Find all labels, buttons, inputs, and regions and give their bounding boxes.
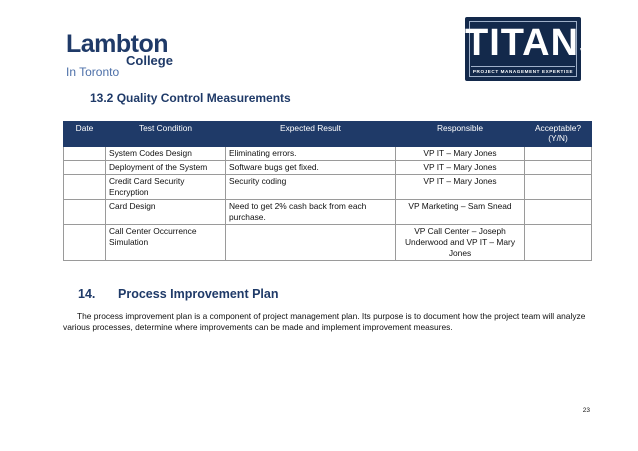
section-14-paragraph: The process improvement plan is a component of project management plan. Its purpose is to document how the project team will analyze various processes, determine where improvements can be made and implement improvement measures. — [63, 311, 586, 332]
quality-control-table — [63, 121, 592, 261]
cell-test-condition: Credit Card Security Encryption — [106, 175, 226, 200]
logo-word-lambton: Lambton — [66, 30, 169, 58]
cell-expected-result: Need to get 2% cash back from each purchase. — [226, 200, 396, 225]
table-row — [64, 200, 592, 225]
column-header-test-condition: Test Condition — [106, 122, 226, 147]
table-row — [64, 161, 592, 175]
column-header-acceptable: Acceptable? (Y/N) — [525, 122, 592, 147]
column-header-date: Date — [64, 122, 106, 147]
titans-logo-word: TITANS — [465, 22, 606, 64]
cell-test-condition: Call Center Occurrence Simulation — [106, 225, 226, 261]
cell-test-condition: Deployment of the System — [106, 161, 226, 175]
cell-test-condition: System Codes Design — [106, 147, 226, 161]
logo-word-in-toronto: In Toronto — [66, 65, 120, 79]
cell-date — [64, 225, 106, 261]
cell-responsible: VP IT – Mary Jones — [396, 175, 525, 200]
titans-logo-tagline: PROJECT MANAGEMENT EXPERTISE — [471, 66, 575, 74]
cell-test-condition: Card Design — [106, 200, 226, 225]
section-13-2-title: 13.2 Quality Control Measurements — [90, 91, 291, 105]
cell-acceptable — [525, 161, 592, 175]
page-number: 23 — [582, 407, 590, 414]
cell-date — [64, 175, 106, 200]
column-header-responsible: Responsible — [396, 122, 525, 147]
cell-date — [64, 161, 106, 175]
cell-acceptable — [525, 175, 592, 200]
titans-logo — [465, 17, 606, 81]
cell-responsible: VP Marketing – Sam Snead — [396, 200, 525, 225]
cell-date — [64, 147, 106, 161]
section-14-heading — [78, 287, 278, 301]
table-row — [64, 175, 592, 200]
cell-expected-result: Eliminating errors. — [226, 147, 396, 161]
section-14-title: Process Improvement Plan — [118, 287, 279, 301]
cell-acceptable — [525, 200, 592, 225]
cell-expected-result: Software bugs get fixed. — [226, 161, 396, 175]
cell-responsible: VP IT – Mary Jones — [396, 161, 525, 175]
cell-responsible: VP IT – Mary Jones — [396, 147, 525, 161]
cell-acceptable — [525, 147, 592, 161]
cell-expected-result: Security coding — [226, 175, 396, 200]
cell-responsible: VP Call Center – Joseph Underwood and VP IT – Mary Jones — [396, 225, 525, 261]
cell-date — [64, 200, 106, 225]
table-row — [64, 225, 592, 261]
logo-word-college: College — [126, 53, 173, 68]
cell-acceptable — [525, 225, 592, 261]
cell-expected-result — [226, 225, 396, 261]
column-header-expected-result: Expected Result — [226, 122, 396, 147]
table-row — [64, 147, 592, 161]
table-header-row — [64, 122, 592, 147]
lambton-college-logo — [64, 30, 214, 80]
section-14-number: 14. — [78, 287, 96, 301]
